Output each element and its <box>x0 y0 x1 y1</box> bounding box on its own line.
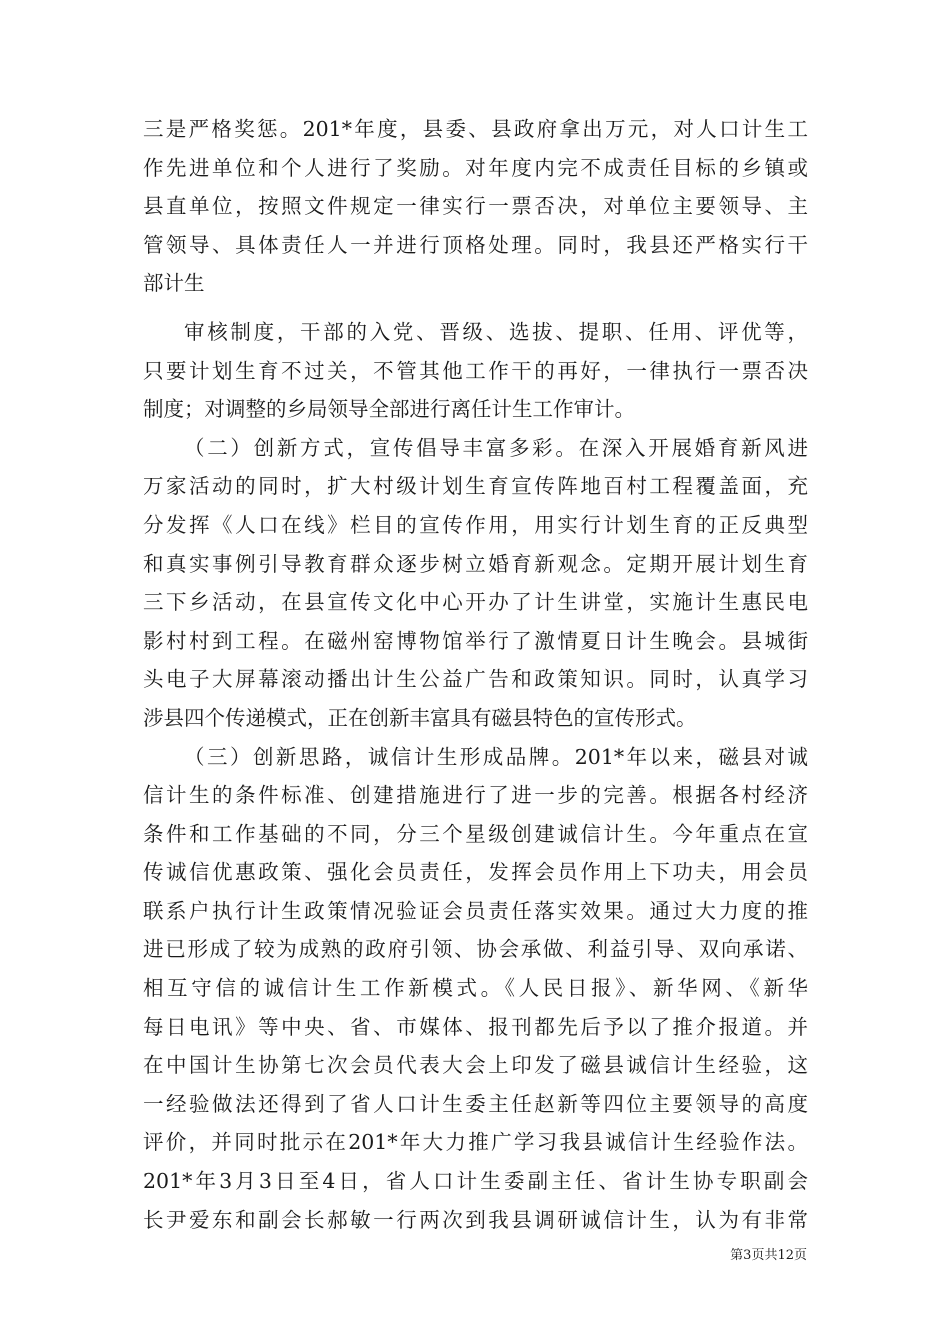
text-line: 一经验做法还得到了省人口计生委主任赵新等四位主要领导的高度 <box>143 1091 808 1116</box>
text-line: 传诚信优惠政策、强化会员责任，发挥会员作用上下功夫，用会员 <box>143 860 808 885</box>
text-line: 和真实事例引导教育群众逐步树立婚育新观念。定期开展计划生育 <box>143 551 808 576</box>
text-line: 信计生的条件标准、创建措施进行了进一步的完善。根据各村经济 <box>143 783 808 808</box>
text-line: （三）创新思路，诚信计生形成品牌。201*年以来，磁县对诚 <box>184 744 808 769</box>
paragraph-gap <box>143 303 808 313</box>
text-line: 在中国计生协第七次会员代表大会上印发了磁县诚信计生经验，这 <box>143 1053 808 1078</box>
text-line: 管领导、具体责任人一并进行顶格处理。同时，我县还严格实行干 <box>143 232 808 257</box>
text-line: 联系户执行计生政策情况验证会员责任落实效果。通过大力度的推 <box>143 898 808 923</box>
text-line: 条件和工作基础的不同，分三个星级创建诚信计生。今年重点在宣 <box>143 821 808 846</box>
text-line: 三是严格奖惩。201*年度，县委、县政府拿出万元，对人口计生工 <box>143 117 808 141</box>
text-line: 分发挥《人口在线》栏目的宣传作用，用实行计划生育的正反典型 <box>143 512 808 537</box>
text-line: 相互守信的诚信计生工作新模式。《人民日报》、新华网、《新华 <box>143 976 808 1001</box>
page-number: 第3页共12页 <box>730 1248 807 1263</box>
text-line: 头电子大屏幕滚动播出计生公益广告和政策知识。同时，认真学习 <box>143 667 808 692</box>
text-line: 三下乡活动，在县宣传文化中心开办了计生讲堂，实施计生惠民电 <box>143 590 808 615</box>
text-line: 进已形成了较为成熟的政府引领、协会承做、利益引导、双向承诺、 <box>143 937 808 962</box>
text-line: 作先进单位和个人进行了奖励。对年度内完不成责任目标的乡镇或 <box>143 155 808 180</box>
text-line: 制度；对调整的乡局领导全部进行离任计生工作审计。 <box>143 397 635 422</box>
document-body <box>143 110 808 1239</box>
text-line: 201*年3月3日至4日，省人口计生委副主任、省计生协专职副会 <box>143 1169 808 1194</box>
text-line: 只要计划生育不过关，不管其他工作干的再好，一律执行一票否决 <box>143 358 808 383</box>
text-line: 影村村到工程。在磁州窑博物馆举行了激情夏日计生晚会。县城街 <box>143 628 808 653</box>
text-line: 评价，并同时批示在201*年大力推广学习我县诚信计生经验作法。 <box>143 1130 808 1155</box>
text-line: 部计生 <box>143 271 205 296</box>
text-line: 长尹爱东和副会长郝敏一行两次到我县调研诚信计生，认为有非常 <box>143 1207 808 1232</box>
text-line: 审核制度，干部的入党、晋级、选拔、提职、任用、评优等， <box>184 319 808 344</box>
text-line: 每日电讯》等中央、省、市媒体、报刊都先后予以了推介报道。并 <box>143 1014 808 1039</box>
text-line: 县直单位，按照文件规定一律实行一票否决，对单位主要领导、主 <box>143 194 808 219</box>
text-line: 涉县四个传递模式，正在创新丰富具有磁县特色的宣传形式。 <box>143 705 697 730</box>
text-line: 万家活动的同时，扩大村级计划生育宣传阵地百村工程覆盖面，充 <box>143 474 808 499</box>
text-line: （二）创新方式，宣传倡导丰富多彩。在深入开展婚育新风进 <box>184 435 808 460</box>
